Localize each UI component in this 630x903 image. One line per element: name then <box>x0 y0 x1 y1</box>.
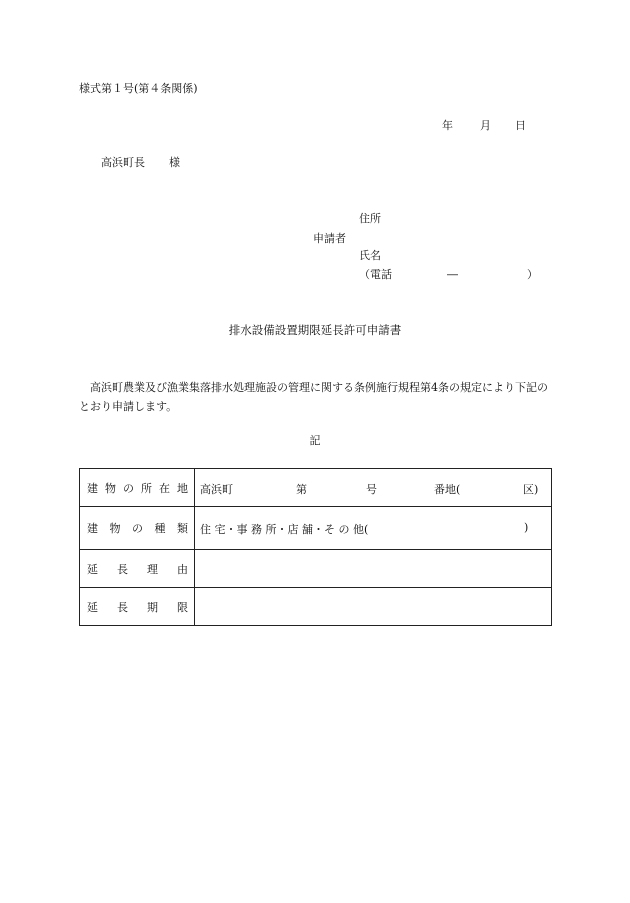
label-char: の <box>123 481 134 495</box>
date-year-label: 年 <box>442 119 453 132</box>
ki-heading: 記 <box>309 434 321 447</box>
location-ku: 区) <box>523 482 539 496</box>
location-value[interactable] <box>195 469 552 507</box>
label-char: 物 <box>109 522 121 535</box>
date-month-label: 月 <box>480 119 491 132</box>
phone-close: ） <box>527 268 538 281</box>
location-banchi: 番地( <box>434 482 461 496</box>
type-label <box>80 507 195 550</box>
label-char: の <box>132 522 143 535</box>
label-char: 長 <box>117 600 128 614</box>
addressee <box>101 156 180 170</box>
location-go: 号 <box>366 482 377 496</box>
phone-dash: ― <box>447 268 458 281</box>
applicant-name-label: 氏名 <box>359 249 381 262</box>
label-char: 長 <box>117 562 128 576</box>
applicant-address-label: 住所 <box>359 212 381 225</box>
document-title: 排水設備設置期限延長許可申請書 <box>228 323 402 337</box>
phone-open: （電話 <box>359 268 392 281</box>
table-row-period <box>80 588 552 626</box>
table-row-reason <box>80 550 552 588</box>
label-char: 延 <box>87 600 98 614</box>
form-number: 様式第１号(第４条関係) <box>79 82 198 95</box>
type-options: 住 宅・事 務 所・店 舗・そ の 他( <box>200 523 369 536</box>
body-text: 高浜町農業及び漁業集落排水処理施設の管理に関する条例施行規程第4条の規定により下記のとおり申請します。 <box>79 381 548 413</box>
label-char: 期 <box>147 600 158 614</box>
applicant-role-label: 申請者 <box>313 232 346 245</box>
period-label <box>80 588 195 626</box>
label-char: 類 <box>177 522 188 535</box>
period-value[interactable] <box>195 588 552 626</box>
label-char: 限 <box>177 600 188 614</box>
addressee-honorific: 様 <box>169 156 180 169</box>
table-row-location <box>80 469 552 507</box>
table-row-type <box>80 507 552 550</box>
label-char: 所 <box>141 481 152 495</box>
label-char: 地 <box>177 481 188 495</box>
label-char: 物 <box>105 481 116 495</box>
reason-label <box>80 550 195 588</box>
label-char: 建 <box>87 481 98 495</box>
location-label <box>80 469 195 507</box>
label-char: 理 <box>147 562 158 576</box>
label-char: 由 <box>177 562 188 576</box>
applicant-phone <box>359 268 538 282</box>
info-table <box>79 468 552 626</box>
date-day-label: 日 <box>515 119 526 132</box>
label-char: 延 <box>87 562 98 576</box>
label-char: 建 <box>87 522 98 535</box>
label-char: 在 <box>159 481 170 495</box>
type-value[interactable] <box>195 507 552 550</box>
location-town: 高浜町 <box>200 482 233 496</box>
reason-value[interactable] <box>195 550 552 588</box>
addressee-name: 高浜町長 <box>101 156 145 169</box>
type-close: ) <box>524 521 529 534</box>
location-dai: 第 <box>296 482 307 496</box>
label-char: 種 <box>154 522 166 535</box>
